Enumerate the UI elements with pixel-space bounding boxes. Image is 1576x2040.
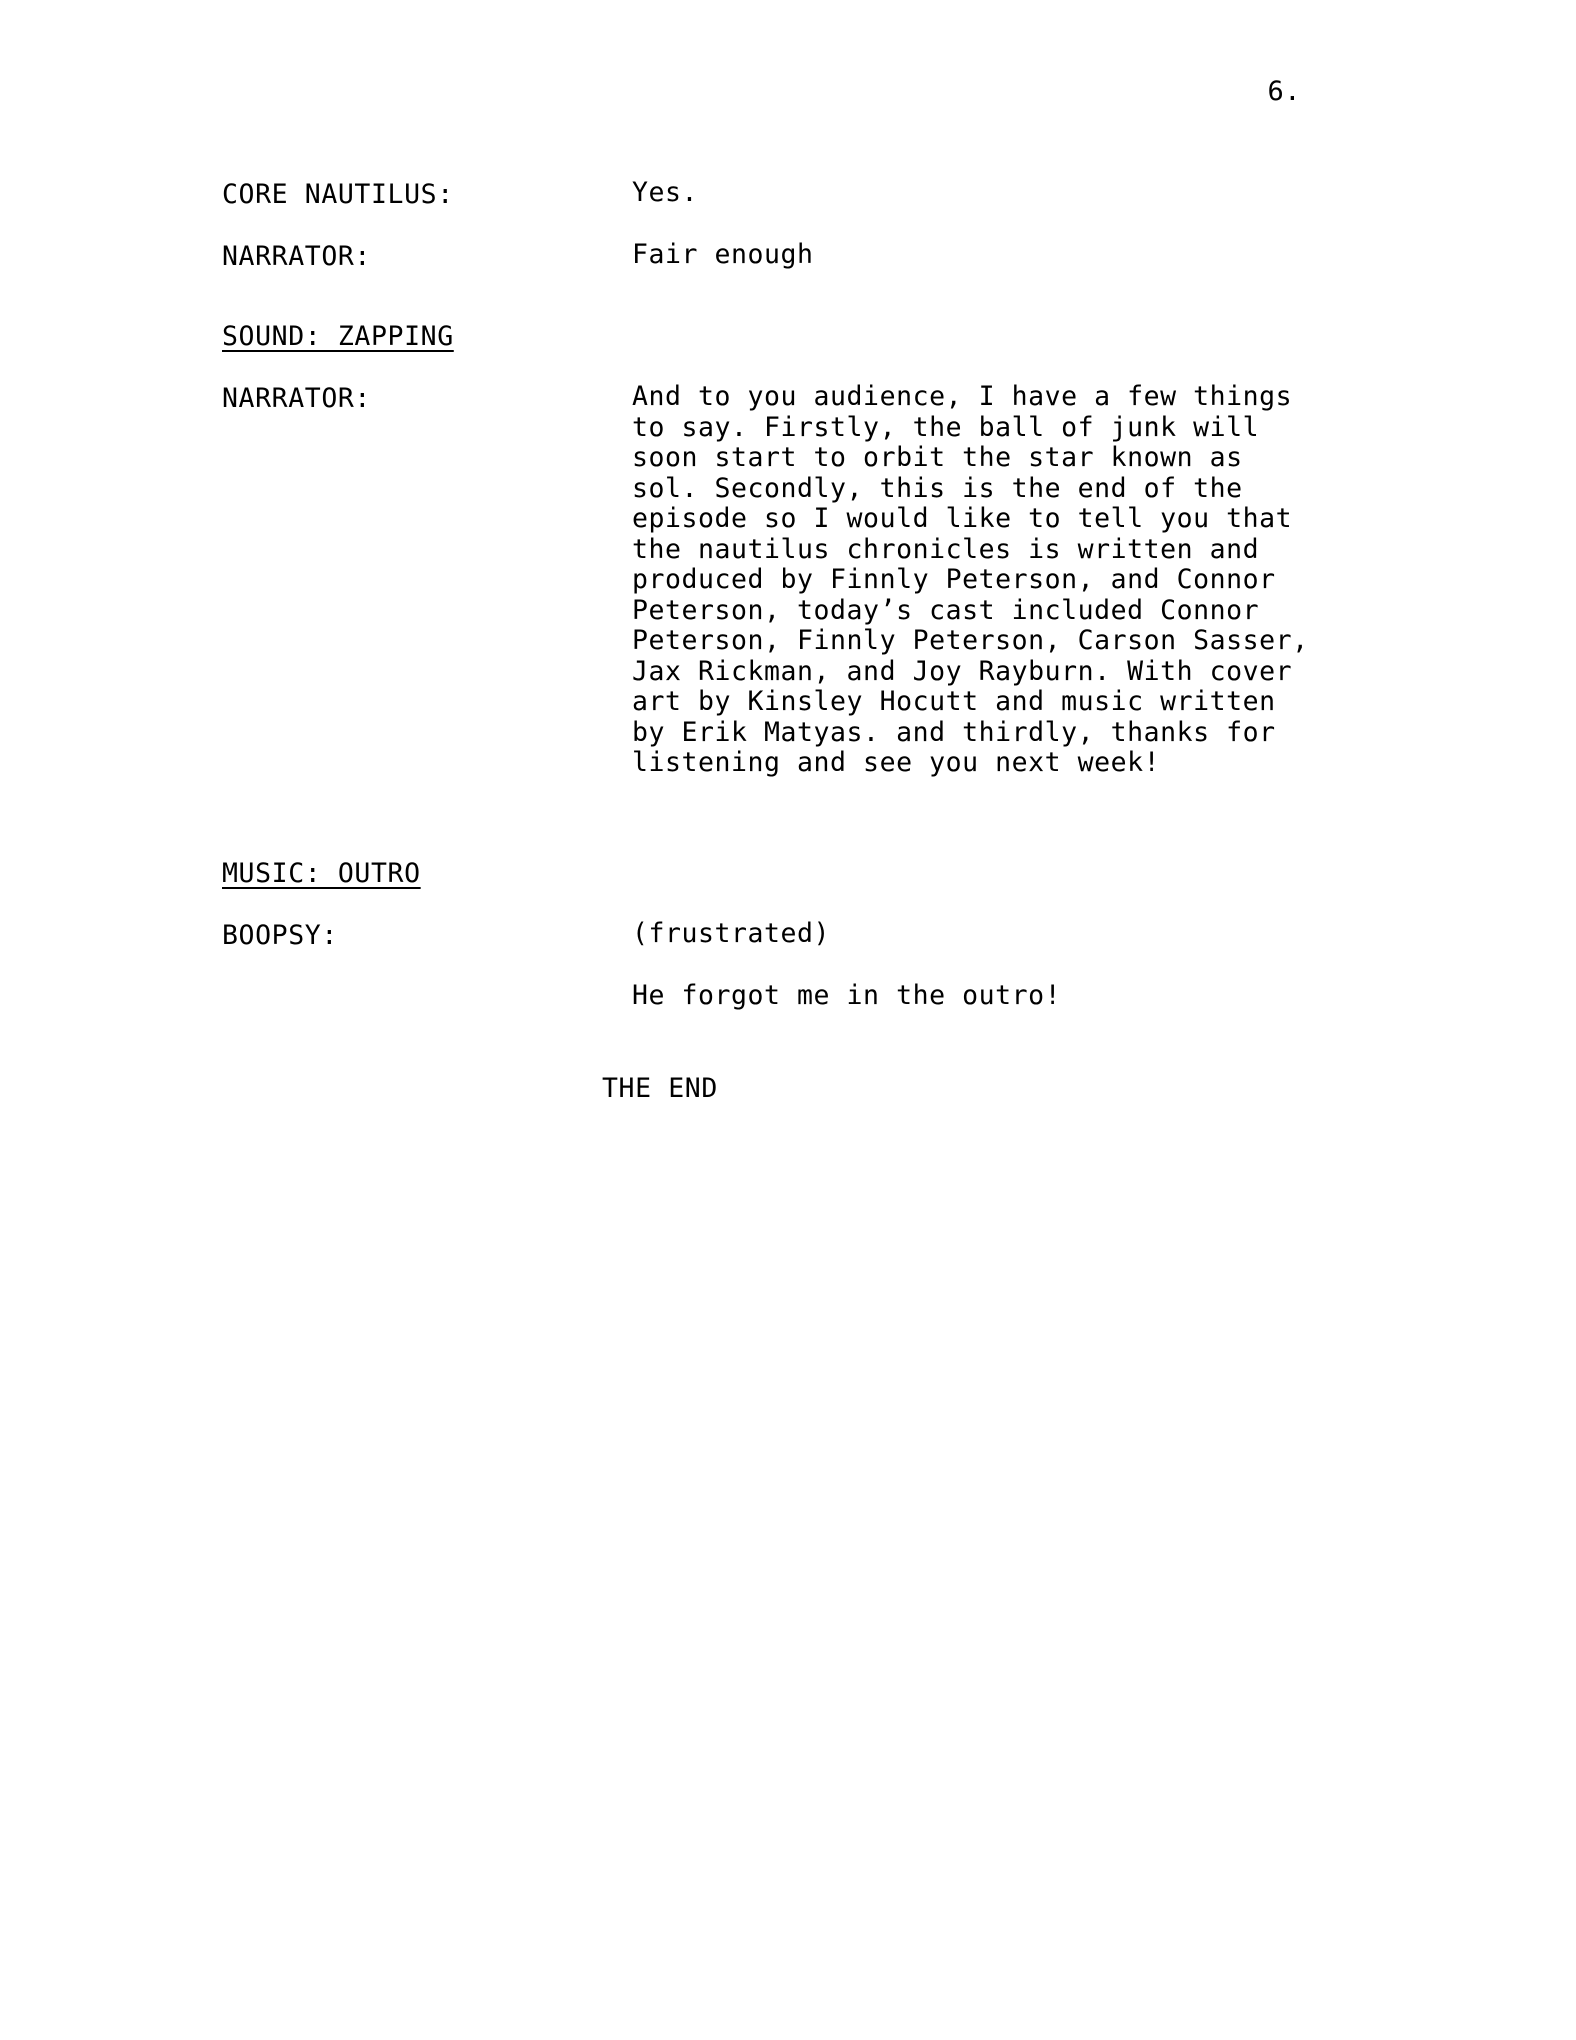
dialogue-text: He forgot me in the outro! — [632, 979, 1062, 1011]
script-line — [222, 919, 1382, 953]
sound-cue-line — [222, 857, 1382, 891]
dialogue-text: Fair enough — [632, 239, 814, 270]
character-cue: BOOPSY: — [222, 919, 338, 951]
script-body — [222, 178, 1382, 1104]
character-cue: NARRATOR: — [222, 241, 371, 272]
sound-cue-line — [222, 320, 1382, 354]
script-line — [222, 981, 1382, 1012]
line-spacer — [222, 779, 1382, 857]
sound-cue: SOUND: ZAPPING — [222, 321, 454, 352]
script-line — [222, 178, 1382, 212]
dialogue-text: Yes. — [632, 177, 699, 208]
line-spacer — [222, 354, 1382, 382]
dialogue-text: And to you audience, I have a few things to say. Firstly, the ball of junk will soon start to orbit the star known as sol. Secondly, this is the end of the episode so I would like to tell you that the nautilus chronicles is written and produced by Finnly Peterson, and Connor Peterson, today’s cast included Connor Peterson, Finnly Peterson, Carson Sasser, Jax Rickman, and Joy Rayburn. With cover art by Kinsley Hocutt and music written by Erik Matyas. and thirdly, thanks for listening and see you next week! — [632, 381, 1309, 778]
line-spacer — [222, 1011, 1382, 1073]
line-spacer — [222, 953, 1382, 981]
character-cue: NARRATOR: — [222, 383, 371, 414]
line-spacer — [222, 891, 1382, 919]
parenthetical-text: (frustrated) — [632, 917, 831, 949]
the-end-label: THE END — [602, 1073, 718, 1104]
script-line — [222, 382, 1382, 779]
music-cue: MUSIC: OUTRO — [222, 857, 421, 889]
page-number: 6. — [1267, 76, 1301, 107]
character-cue: CORE NAUTILUS: — [222, 179, 454, 210]
line-spacer — [222, 274, 1382, 320]
line-spacer — [222, 212, 1382, 240]
script-line — [222, 240, 1382, 274]
